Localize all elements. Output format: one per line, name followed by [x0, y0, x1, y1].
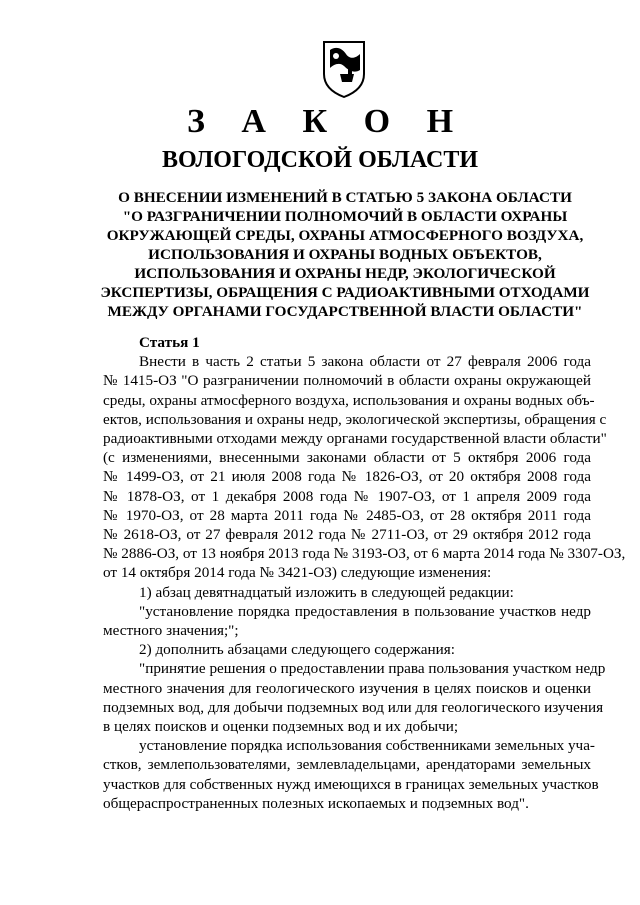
body-line: "принятие решения о предоставлении права пользования участком недр — [139, 660, 606, 678]
body-line: от 14 октября 2014 года № 3421-ОЗ) следующие изменения: — [103, 564, 492, 582]
law-name-line: МЕЖДУ ОРГАНАМИ ГОСУДАРСТВЕННОЙ ВЛАСТИ ОБЛАСТИ" — [107, 303, 583, 320]
coat-of-arms-icon — [322, 40, 366, 98]
body-line: участков для собственных нужд имеющихся в границах земельных участков — [103, 775, 599, 793]
document-title: З А К О Н — [186, 103, 468, 140]
body-line: радиоактивными отходами между органами государственной власти области" — [103, 430, 607, 448]
body-line: среды, охраны атмосферного воздуха, использования и охраны водных объ- — [103, 391, 595, 409]
law-name — [100, 188, 590, 321]
law-name-line: ЭКСПЕРТИЗЫ, ОБРАЩЕНИЯ С РАДИОАКТИВНЫМИ ОТХОДАМИ — [100, 284, 590, 301]
law-name-line: ИСПОЛЬЗОВАНИЯ И ОХРАНЫ НЕДР, ЭКОЛОГИЧЕСКОЙ — [134, 265, 556, 282]
law-name-line: ИСПОЛЬЗОВАНИЯ И ОХРАНЫ ВОДНЫХ ОБЪЕКТОВ, — [148, 246, 542, 263]
body-line: ектов, использования и охраны недр, экологической экспертизы, обращения с — [103, 410, 607, 428]
body-line: № 1878-ОЗ, от 1 декабря 2008 года № 1907-ОЗ, от 1 апреля 2009 года — [103, 487, 591, 505]
body-line: "установление порядка предоставления в пользование участков недр — [139, 602, 591, 620]
law-name-line: ОКРУЖАЮЩЕЙ СРЕДЫ, ОХРАНЫ АТМОСФЕРНОГО ВОЗДУХА, — [106, 227, 584, 244]
body-line: в целях поисков и оценки подземных вод и их добычи; — [103, 718, 459, 736]
body-line: № 2618-ОЗ, от 27 февраля 2012 года № 2711-ОЗ, от 29 октября 2012 года — [103, 526, 591, 544]
body-line: № 1970-ОЗ, от 28 марта 2011 года № 2485-ОЗ, от 28 октября 2011 года — [103, 506, 591, 524]
body-line: подземных вод, для добычи подземных вод или для геологического изучения — [103, 698, 604, 716]
law-name-line: О ВНЕСЕНИИ ИЗМЕНЕНИЙ В СТАТЬЮ 5 ЗАКОНА ОБЛАСТИ — [118, 189, 572, 206]
body-line: (с изменениями, внесенными законами области от 5 октября 2006 года — [103, 449, 591, 467]
law-name-line: "О РАЗГРАНИЧЕНИИ ПОЛНОМОЧИЙ В ОБЛАСТИ ОХРАНЫ — [122, 208, 568, 225]
body-line: Внести в часть 2 статьи 5 закона области от 27 февраля 2006 года — [139, 353, 591, 371]
body-line: № 2886-ОЗ, от 13 ноября 2013 года № 3193-ОЗ, от 6 марта 2014 года № 3307-ОЗ, — [103, 545, 626, 563]
body-line: 2) дополнить абзацами следующего содержания: — [139, 641, 455, 659]
body-line: местного значения для геологического изучения в целях поисков и оценки — [103, 679, 591, 697]
body-line: местного значения;"; — [103, 622, 239, 640]
article-title: Статья 1 — [139, 334, 200, 351]
body-line: 1) абзац девятнадцатый изложить в следующей редакции: — [139, 583, 514, 601]
body-line: установление порядка использования собственниками земельных уча- — [139, 737, 595, 755]
body-line: общераспространенных полезных ископаемых и подземных вод". — [103, 794, 529, 812]
body-line: № 1415-ОЗ "О разграничении полномочий в области охраны окружающей — [103, 372, 591, 390]
document-subtitle: ВОЛОГОДСКОЙ ОБЛАСТИ — [161, 147, 479, 173]
body-line: стков, землепользователями, землевладельцами, арендаторами земельных — [103, 756, 591, 774]
body-line: № 1499-ОЗ, от 21 июля 2008 года № 1826-ОЗ, от 20 октября 2008 года — [103, 468, 591, 486]
article-content — [103, 333, 626, 813]
